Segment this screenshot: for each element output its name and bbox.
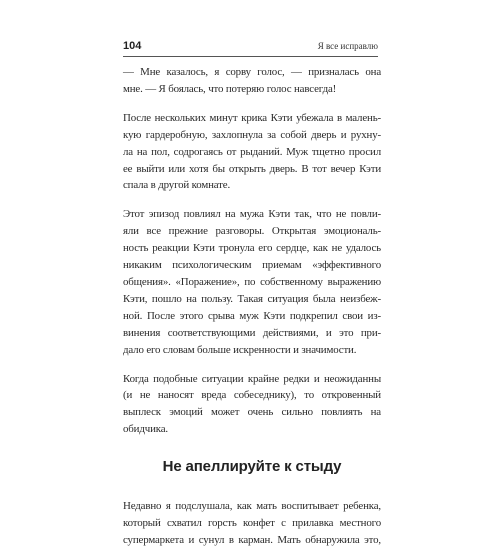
text-line: дало его словам больше искренности и значимости. <box>123 343 357 356</box>
running-title: Я все исправлю <box>317 41 378 51</box>
text-line: ной. После этого срыва муж Кэти подкрепил свои из- <box>123 309 381 322</box>
text-line: Когда подобные ситуации крайне редки и неожиданны <box>123 372 381 385</box>
text-line: ла на пол, содрогаясь от рыданий. Муж тщетно просил <box>123 145 381 158</box>
text-line: никаким психологическим приемам «эффективного <box>123 259 381 272</box>
text-line: (и не наносят вреда собеседнику), то откровенный <box>123 389 381 402</box>
text-line: общения». «Поражение», по собственному выражению <box>123 275 381 288</box>
text-line: Недавно я подслушала, как мать воспитывает ребенка, <box>123 500 381 513</box>
text-line: кую гардеробную, захлопнула за собой дверь и рухну- <box>123 128 381 141</box>
text-line: выплеск эмоций может очень сильно повлиять на <box>123 406 381 419</box>
paragraph-2 <box>123 110 381 195</box>
text-line: ность реакции Кэти тронула его сердце, как не удалось <box>123 242 381 255</box>
body-text <box>123 64 381 549</box>
text-line: Этот эпизод повлиял на мужа Кэти так, что не повли- <box>123 208 381 221</box>
text-line: — Мне казалось, я сорву голос, — призналась она <box>123 66 381 78</box>
header-rule <box>123 56 378 57</box>
paragraph-5 <box>123 498 381 549</box>
page-header <box>123 40 378 54</box>
paragraph-1 <box>123 64 381 98</box>
text-line: яли все прежние разговоры. Открытая эмоциональ- <box>123 225 381 238</box>
text-line: обидчика. <box>123 423 168 436</box>
text-line: После нескольких минут крика Кэти убежала в малень- <box>123 111 381 124</box>
text-line: супермаркета и сунул в карман. Мать обнаружила это, <box>123 533 381 546</box>
text-line: ее выйти или хотя бы открыть дверь. В тот вечер Кэти <box>123 162 381 175</box>
paragraph-3 <box>123 206 381 358</box>
text-line: спала в другой комнате. <box>123 179 231 192</box>
page-number: 104 <box>123 40 142 52</box>
text-line: мне. — Я боялась, что потеряю голос навсегда! <box>123 82 337 95</box>
paragraph-4 <box>123 371 381 439</box>
text-line: который схватил горсть конфет с прилавка местного <box>123 517 381 530</box>
text-line: винения соответствующими действиями, и это при- <box>123 326 381 339</box>
text-line: Кэти, пошло на пользу. Такая ситуация была неизбеж- <box>123 292 381 305</box>
section-heading: Не апеллируйте к стыду <box>162 458 342 476</box>
